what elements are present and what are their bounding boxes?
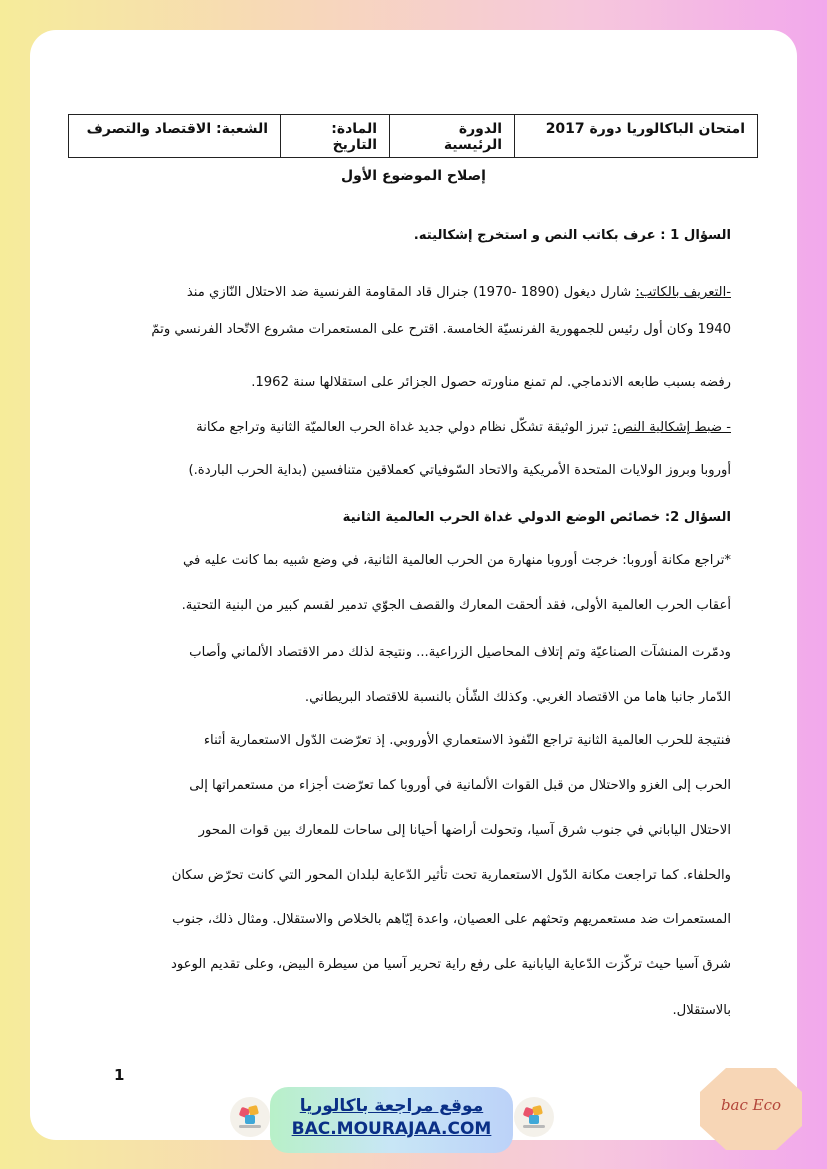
q2-para1-line: ودمّرت المنشآت الصناعيّة وتم إتلاف المحاصيل الزراعية... ونتيجة لذلك دمر الاقتصاد الألماني وأصاب — [189, 645, 731, 660]
q2-para1-line: *تراجع مكانة أوروبا: خرجت أوروبا منهارة من الحرب العالمية الثانية، في وضع شبيه بما كانت عليه في — [182, 553, 731, 568]
page-number: 1 — [114, 1066, 125, 1084]
site-link-badge[interactable] — [270, 1087, 513, 1153]
brand-label: bac Eco — [720, 1096, 782, 1114]
q2-para1-line: أعقاب الحرب العالمية الأولى، فقد ألحقت المعارك والقصف الجوّي تدمير لقسم كبير من البنية التحتية. — [181, 598, 731, 613]
problem-line-2: أوروبا وبروز الولايات المتحدة الأمريكية والاتحاد السّوفياتي كعملاقين متنافسين (بداية الحرب الباردة.) — [188, 463, 731, 478]
site-logo-icon — [230, 1097, 270, 1137]
q2-para2-line: شرق آسيا حيث تركّزت الدّعاية اليابانية على رفع راية تحرير آسيا من سيطرة البيض، وعلى تقديم الوعود — [170, 957, 731, 972]
author-line-3: رفضه بسبب طابعه الاندماجي. لم تمنع مناورته حصول الجزائر على استقلالها سنة 1962. — [251, 375, 731, 390]
site-url[interactable]: BAC.MOURAJAA.COM — [291, 1119, 492, 1139]
q2-para2-line: الاحتلال الياباني في جنوب شرق آسيا، وتحولت أراضها أحيانا إلى ساحات للمعارك بين قوات المحور — [198, 823, 731, 838]
bac-eco-logo — [698, 1066, 804, 1152]
author-line-1: -التعريف بالكاتب: شارل ديغول (1890 -1970) جنرال قاد المقاومة الفرنسية ضد الاحتلال النّازي منذ — [186, 285, 731, 300]
problem-line-1: - ضبط إشكالية النص: تبرز الوثيقة تشكّل نظام دولي جديد غداة الحرب العالميّة الثانية وتراجع مكانة — [196, 420, 731, 435]
q2-para2-line: فنتيجة للحرب العالمية الثانية تراجع النّفوذ الاستعماري الأوروبي. إذ تعرّضت الدّول الاستعمارية أثناء — [203, 733, 731, 748]
page-sheet — [30, 30, 797, 1140]
site-logo-icon — [514, 1097, 554, 1137]
q2-para1-line: الدّمار جانبا هاما من الاقتصاد الغربي. وكذلك الشّأن بالنسبة للاقتصاد البريطاني. — [304, 690, 731, 705]
header-session: الدورة الرئيسية — [390, 115, 515, 158]
author-label: -التعريف بالكاتب: — [635, 285, 731, 300]
q2-para2-line: بالاستقلال. — [672, 1003, 731, 1018]
header-branch: الشعبة: الاقتصاد والتصرف — [69, 115, 281, 158]
header-subject: المادة: التاريخ — [281, 115, 390, 158]
site-name-arabic[interactable]: موقع مراجعة باكالوريا — [299, 1096, 484, 1116]
exam-header-table — [68, 114, 758, 158]
author-line-2: 1940 وكان أول رئيس للجمهورية الفرنسيّة الخامسة. اقترح على المستعمرات مشروع الاتّحاد الفرنسي وتمّ — [151, 322, 731, 337]
q2-para2-line: المستعمرات ضد مستعمريهم وتحثهم على العصيان، واعدة إيّاهم بالخلاص والاستقلال. ومثال ذلك، جنوب — [172, 912, 731, 927]
question-2-heading: السؤال 2: خصائص الوضع الدولي غداة الحرب العالمية الثانية — [342, 510, 731, 525]
q2-para2-line: الحرب إلى الغزو والاحتلال من قبل القوات الألمانية في أوروبا كما تعرّضت أجزاء من مستعمراتها إلى — [189, 778, 731, 793]
question-1-heading: السؤال 1 : عرف بكاتب النص و استخرج إشكاليته. — [413, 228, 731, 243]
problem-label: - ضبط إشكالية النص: — [612, 420, 731, 435]
q2-para2-line: والحلفاء. كما تراجعت مكانة الدّول الاستعمارية تحت تأثير الدّعاية لبلدان المحور التي كانت تحرّض سكان — [171, 868, 731, 883]
page-title: إصلاح الموضوع الأول — [341, 168, 486, 184]
header-exam: امتحان الباكالوريا دورة 2017 — [515, 115, 758, 158]
